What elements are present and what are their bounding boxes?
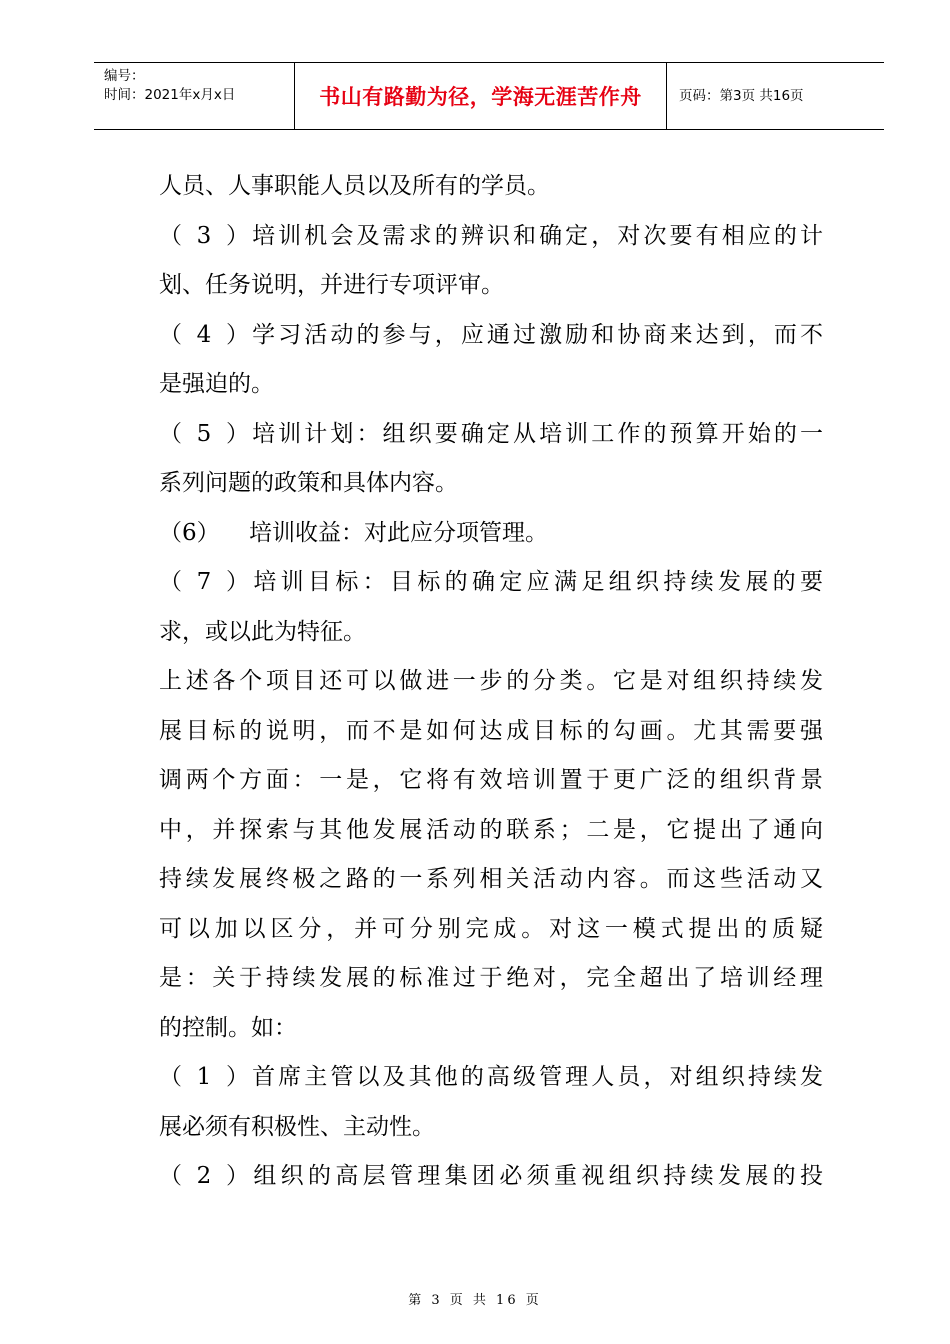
list-item-line	[159, 558, 823, 608]
body-line: 的控制。如：	[159, 1014, 297, 1041]
list-text: 培训机会及需求的辨识和确定，对次要有相应的计	[249, 222, 823, 249]
body-line: 上述各个项目还可以做进一步的分类。它是对组织持续发	[159, 668, 823, 694]
body-line: 展目标的说明，而不是如何达成目标的勾画。尤其需要强	[159, 717, 823, 744]
list-item-line	[159, 1053, 823, 1103]
page-info: 页码：第3页 共16页	[679, 87, 804, 104]
body-line: 是强迫的。	[159, 371, 274, 397]
list-number: （2）	[159, 1163, 249, 1189]
body-line: 可以加以区分，并可分别完成。对这一模式提出的质疑	[159, 915, 823, 942]
list-item-line	[159, 410, 823, 460]
list-item-line	[159, 212, 823, 262]
page-footer: 第 3 页 共 16 页	[408, 1293, 542, 1308]
body-line: 持续发展终极之路的一系列相关活动内容。而这些活动又	[159, 866, 823, 892]
list-number: （6）	[159, 519, 220, 546]
time-label: 时间：2021年x月x日	[104, 87, 236, 103]
list-number: （3）	[159, 222, 249, 249]
body-line: 是：关于持续发展的标准过于绝对，完全超出了培训经理	[159, 965, 823, 991]
list-number: （5）	[159, 420, 249, 447]
list-text: 组织的高层管理集团必须重视组织持续发展的投	[249, 1163, 823, 1189]
list-text: 培训计划：组织要确定从培训工作的预算开始的一	[249, 420, 823, 447]
body-line: 求，或以此为特征。	[159, 618, 366, 645]
header-motto-cell	[294, 63, 667, 129]
serial-number-label: 编号：	[104, 68, 145, 84]
body-line: 中，并探索与其他发展活动的联系；二是，它提出了通向	[159, 816, 823, 843]
list-number: （4）	[159, 321, 249, 348]
document-body	[159, 162, 823, 1202]
body-line: 系列问题的政策和具体内容。	[159, 470, 458, 496]
page-header	[94, 62, 884, 130]
body-line: 划、任务说明，并进行专项评审。	[159, 272, 504, 298]
list-text: 首席主管以及其他的高级管理人员，对组织持续发	[249, 1064, 823, 1090]
body-line: 调两个方面：一是，它将有效培训置于更广泛的组织背景	[159, 767, 823, 793]
body-line: 展必须有积极性、主动性。	[159, 1113, 435, 1140]
list-item-line	[159, 311, 823, 361]
list-number: （7）	[159, 569, 249, 595]
motto-text: 书山有路勤为径，学海无涯苦作舟	[319, 85, 642, 109]
header-meta-cell	[94, 63, 294, 129]
list-text: 培训目标：目标的确定应满足组织持续发展的要	[249, 569, 823, 595]
list-number: （1）	[159, 1064, 249, 1090]
list-text: 培训收益：对此应分项管理。	[249, 519, 548, 546]
list-item-line	[159, 1152, 823, 1202]
list-text: 学习活动的参与，应通过激励和协商来达到，而不	[249, 321, 823, 348]
body-line: 人员、人事职能人员以及所有的学员。	[159, 173, 550, 199]
list-item-line	[159, 509, 823, 559]
header-page-cell	[667, 63, 884, 129]
